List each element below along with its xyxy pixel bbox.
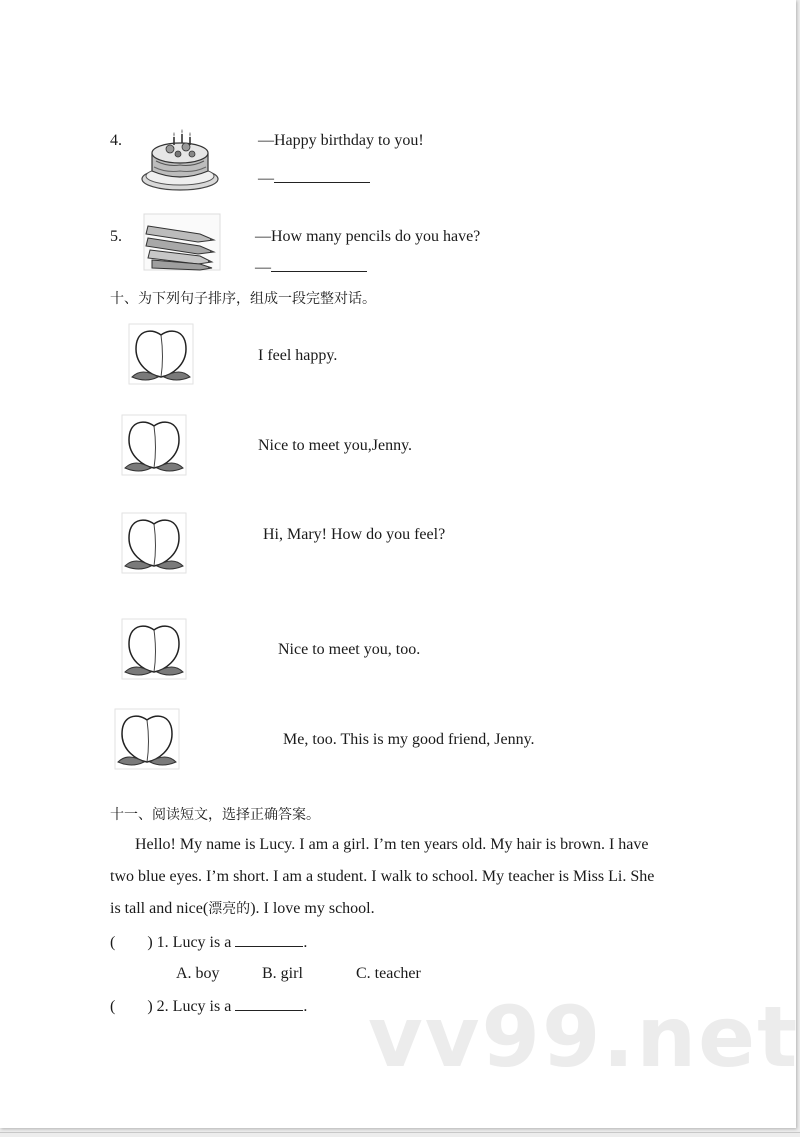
peach-icon[interactable] [121,512,187,574]
answer-paren[interactable]: ( ) [110,934,153,951]
passage-gloss: 漂亮的 [208,901,251,917]
item-5-dash: — [255,259,271,276]
page-bottom-divider [0,1132,800,1133]
question-1-text: 1. Lucy is a [156,934,232,951]
question-2-end: . [303,998,308,1015]
pencils-image [142,212,222,277]
section-11-title: 十一、阅读短文，选择正确答案。 [110,807,320,823]
sentence-4: Nice to meet you, too. [278,641,421,658]
reading-passage [110,829,690,925]
passage-line-3-start: is tall and nice( [110,900,209,917]
passage-line-1: Hello! My name is Lucy. I am a girl. I’m ten years old. My hair is brown. I have [135,836,649,853]
item-4-line: —Happy birthday to you! [258,132,424,149]
question-1-end: . [303,934,308,951]
item-4-dash: — [258,170,274,187]
option-b[interactable]: B. girl [262,965,303,982]
passage-line-2: two blue eyes. I’m short. I am a student. I walk to school. My teacher is Miss Li. She [110,868,655,885]
peach-icon[interactable] [121,618,187,680]
item-number-5: 5. [110,228,122,245]
sentence-2: Nice to meet you,Jenny. [258,437,413,454]
item-4-answer[interactable] [258,168,370,189]
passage-line-3-end: ). I love my school. [250,900,375,917]
item-5-blank[interactable] [271,257,367,272]
item-5-answer[interactable] [255,257,367,278]
question-2-text: 2. Lucy is a [156,998,232,1015]
option-a[interactable]: A. boy [176,965,220,982]
item-number-4: 4. [110,132,122,149]
birthday-cake-image [140,127,220,198]
peach-icon[interactable] [128,323,194,385]
sentence-5: Me, too. This is my good friend, Jenny. [283,731,535,748]
passage-line-3 [110,893,690,925]
peach-icon[interactable] [121,414,187,476]
answer-paren[interactable]: ( ) [110,998,153,1015]
item-4-blank[interactable] [274,168,370,183]
peach-icon[interactable] [114,708,180,770]
question-2 [110,996,307,1017]
item-5-line: —How many pencils do you have? [255,228,481,245]
sentence-3: Hi, Mary! How do you feel? [263,526,446,543]
question-2-blank[interactable] [235,996,303,1011]
option-c[interactable]: C. teacher [356,965,421,982]
question-1-blank[interactable] [235,932,303,947]
section-10-title: 十、为下列句子排序，组成一段完整对话。 [110,291,376,307]
watermark-text: vv99.net [368,988,800,1086]
question-1 [110,932,307,953]
sentence-1: I feel happy. [258,347,338,364]
